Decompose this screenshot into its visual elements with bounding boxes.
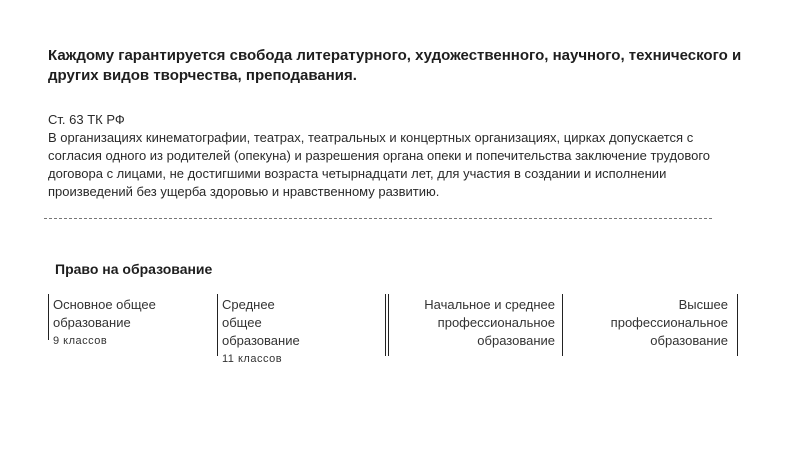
level-label-line: профессиональное (437, 315, 555, 330)
education-level-secondary (222, 296, 300, 368)
level-note: 11 классов (222, 353, 283, 365)
dashed-divider (44, 218, 712, 219)
level-label-line: Среднее (222, 297, 275, 312)
column-divider (388, 294, 389, 356)
level-label-line: Основное общее (53, 297, 156, 312)
column-divider (737, 294, 738, 356)
column-divider (385, 294, 386, 356)
article-reference: Ст. 63 ТК РФ (48, 112, 125, 127)
column-divider (217, 294, 218, 356)
education-level-higher (568, 296, 728, 350)
article-text: В организациях кинематографии, театрах, театральных и концертных организациях, цирках допускается с согласия одного из родителей (опекуна) и разрешения органа опеки и попечительства заключение трудового договора с лицами, не достигшими возраста четырнадцати лет, для участия в создании и исполнении произведений без ущерба здоровью и нравственному развитию. (48, 130, 711, 199)
article-block (48, 111, 728, 201)
column-divider (562, 294, 563, 356)
level-label-line: образование (53, 315, 131, 330)
education-level-vocational (395, 296, 555, 350)
level-label-line: профессиональное (610, 315, 728, 330)
level-note: 9 классов (53, 335, 108, 347)
column-divider (48, 294, 49, 340)
education-title: Право на образование (55, 261, 213, 277)
level-label-line: образование (222, 333, 300, 348)
page-heading: Каждому гарантируется свобода литературного, художественного, научного, технического и других видов творчества, преподавания. (48, 47, 742, 84)
level-label-line: Начальное и среднее (424, 297, 555, 312)
level-label-line: образование (650, 333, 728, 348)
level-label-line: образование (477, 333, 555, 348)
level-label-line: Высшее (678, 297, 728, 312)
education-level-basic (53, 296, 156, 350)
level-label-line: общее (222, 315, 262, 330)
